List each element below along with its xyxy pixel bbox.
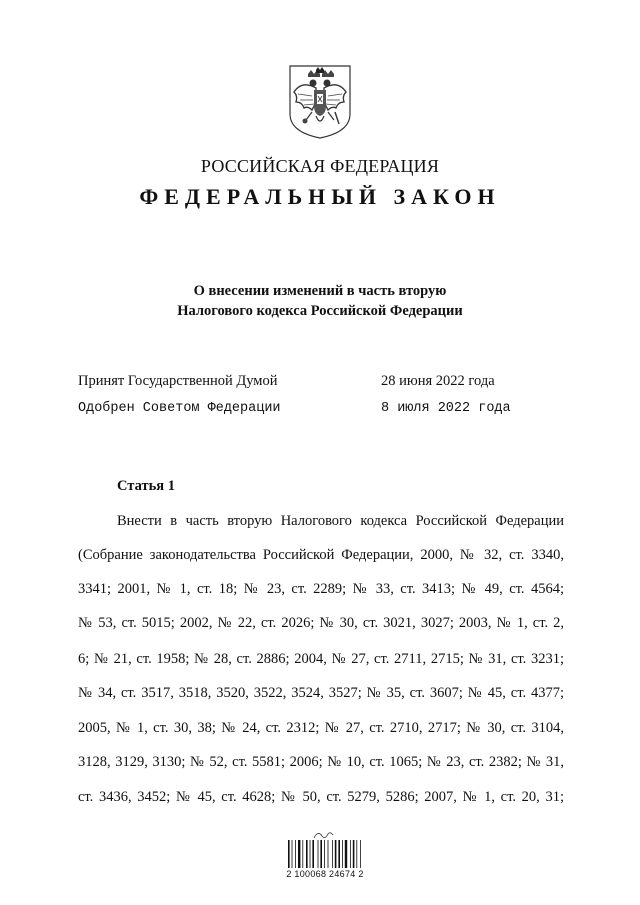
body-line: 2005, № 1, ст. 30, 38; № 24, ст. 2312; № 27, ст. 2710, 2717; № 30, ст. 3104, <box>78 720 564 736</box>
article-heading: Статья 1 <box>117 478 175 494</box>
barcode-bar <box>342 840 343 868</box>
document-type: ФЕДЕРАЛЬНЫЙ ЗАКОН <box>139 184 501 209</box>
duma-label: Принят Государственной Думой <box>78 373 278 389</box>
signature-mark-icon <box>286 830 364 840</box>
law-title-line-1: О внесении изменений в часть вторую <box>193 283 447 299</box>
barcode-bar <box>328 840 329 868</box>
body-line: 6; № 21, ст. 1958; № 28, ст. 2886; 2004, № 27, ст. 2711, 2715; № 31, ст. 3231; <box>78 651 564 667</box>
law-title-line-2: Налогового кодекса Российской Федерации <box>177 303 463 319</box>
barcode-bar <box>312 840 314 868</box>
barcode <box>286 830 364 879</box>
barcode-bar <box>306 840 308 868</box>
barcode-bar <box>318 840 319 868</box>
adoption-council-row <box>78 401 578 416</box>
council-label: Одобрен Советом Федерации <box>78 401 281 416</box>
barcode-icon <box>286 840 364 868</box>
barcode-bar <box>292 840 293 868</box>
barcode-bar <box>335 840 337 868</box>
country-name: РОССИЙСКАЯ ФЕДЕРАЦИЯ <box>200 156 440 176</box>
barcode-bar <box>288 840 290 868</box>
coat-of-arms-icon <box>286 62 354 140</box>
barcode-bar <box>302 840 303 868</box>
body-line: (Собрание законодательства Российской Федерации, 2000, № 32, ст. 3340, <box>78 547 564 563</box>
body-line: 3128, 3129, 3130; № 52, ст. 5581; 2006; № 10, ст. 1065; № 23, ст. 2382; № 31, <box>78 754 564 770</box>
barcode-bar <box>324 840 325 868</box>
barcode-bar <box>338 840 340 868</box>
body-line: ст. 3436, 3452; № 45, ст. 4628; № 50, ст. 5279, 5286; 2007, № 1, ст. 20, 31; <box>78 789 564 805</box>
body-line: № 53, ст. 5015; 2002, № 22, ст. 2026; № 30, ст. 3021, 3027; 2003, № 1, ст. 2, <box>78 615 564 631</box>
body-line: № 34, ст. 3517, 3518, 3520, 3522, 3524, 3527; № 35, ст. 3607; № 45, ст. 4377; <box>78 685 564 701</box>
barcode-bar <box>353 840 355 868</box>
body-line: 3341; 2001, № 1, ст. 18; № 23, ст. 2289; № 33, ст. 3413; № 49, ст. 4564; <box>78 581 564 597</box>
barcode-number: 2 100068 24674 2 <box>286 869 364 879</box>
barcode-bar <box>320 840 322 868</box>
law-title <box>0 281 640 321</box>
barcode-bar <box>298 840 300 868</box>
barcode-bar <box>350 840 351 868</box>
barcode-bar <box>295 840 296 868</box>
barcode-bar <box>356 840 357 868</box>
barcode-bar <box>345 840 347 868</box>
adoption-duma-row <box>78 373 578 390</box>
barcode-bar <box>360 840 361 868</box>
duma-date: 28 июня 2022 года <box>381 373 495 389</box>
barcode-bar <box>332 840 333 868</box>
body-line: Внести в часть вторую Налогового кодекса Российской Федерации <box>117 513 564 529</box>
barcode-bar <box>310 840 311 868</box>
council-date: 8 июля 2022 года <box>381 401 511 416</box>
